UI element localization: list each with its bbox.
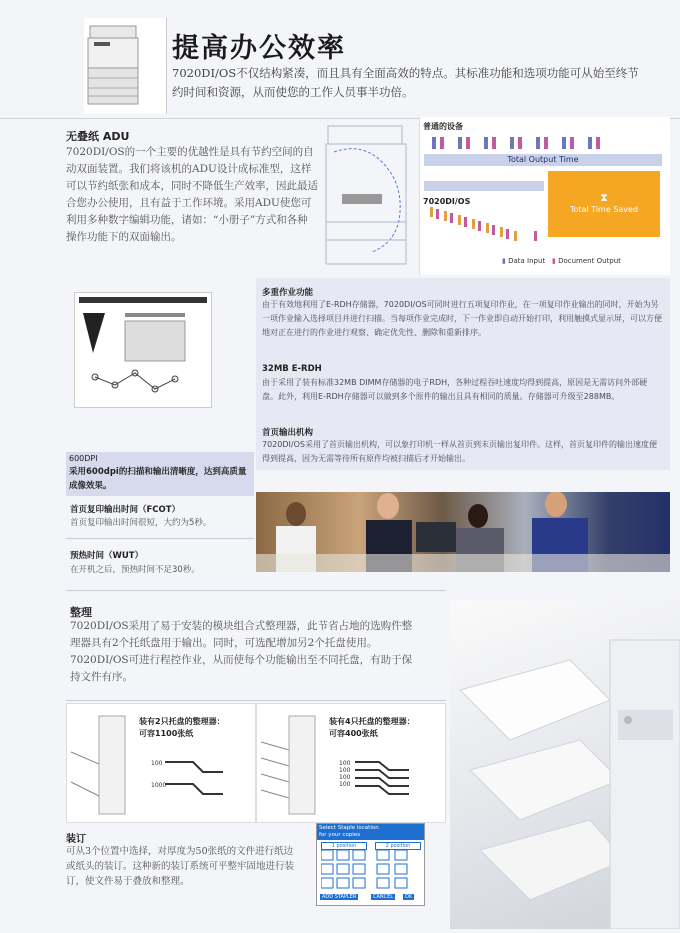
model-icons bbox=[424, 205, 544, 245]
tray2-title: 装有2只托盘的整理器： bbox=[139, 717, 225, 726]
meeting-photo bbox=[256, 492, 670, 572]
page-title: 提高办公效率 bbox=[172, 33, 346, 64]
multi-heading: 多重作业功能 bbox=[262, 288, 314, 298]
tray4-stack bbox=[353, 758, 423, 798]
lcd-line1: Select Staple location bbox=[319, 825, 379, 831]
finisher-machine-image bbox=[450, 600, 680, 929]
legend-output: ▮ Document Output bbox=[552, 257, 621, 265]
lcd-cancel-button[interactable]: CANCEL bbox=[373, 894, 394, 900]
features-panel bbox=[256, 278, 670, 470]
adu-body: 7020DI/OS的一个主要的优越性是具有节约空间的自动双面装置。我们将该机的ADU设计成标准型，这样可以节约纸张和成本，同时不降低生产效率，因此最适合您办公使用，且有益于工作环境。采用ADU使您可利用多种数字编辑功能，诸如：“小册子”方式和各种操作功能下的双面输出。 bbox=[66, 146, 318, 243]
lcd-add-stapler-button[interactable]: ADD STAPLER bbox=[322, 894, 357, 900]
fcot-heading: 首页复印输出时间（FCOT） bbox=[70, 505, 181, 515]
divider bbox=[66, 590, 446, 591]
tray2-capacity: 可容1100张纸 bbox=[139, 729, 194, 738]
dpi-box bbox=[66, 452, 254, 496]
dpi-body: 采用600dpi的扫描和输出清晰度，达到高质量成像效果。 bbox=[69, 467, 247, 491]
tray4-capacity: 可容400张纸 bbox=[329, 729, 378, 738]
time-saved-label: Total Time Saved bbox=[569, 205, 639, 214]
tray4-n2: 100 bbox=[339, 767, 351, 774]
hourglass-icon: ⧗ bbox=[600, 191, 608, 204]
staple-heading: 装订 bbox=[66, 834, 86, 845]
divider bbox=[66, 700, 446, 701]
lcd-line2: for your copies bbox=[319, 832, 361, 838]
time-chart bbox=[419, 117, 670, 275]
first-heading: 首页输出机构 bbox=[262, 428, 314, 438]
chart-label-model: 7020DI/OS bbox=[423, 197, 471, 206]
multi-body: 由于有效地利用了E-RDH存储器，7020DI/OS可同时进行五项复印作业，在一项复印作业输出的同时，开始为另一项作业输入选择项目并进行扫描。当每项作业完成时，下一作业即自动开始打印，利用触摸式显示屏，可以方便地对正在进行的作业进行观察、确定优先性、删除和重新排序。 bbox=[262, 300, 662, 337]
finisher-heading: 整理 bbox=[70, 606, 92, 619]
staple-option-icons[interactable] bbox=[321, 850, 421, 890]
tray2-n1: 100 bbox=[151, 760, 163, 767]
tray4-title: 装有4只托盘的整理器： bbox=[329, 717, 415, 726]
tray4-n3: 100 bbox=[339, 774, 351, 781]
dpi-heading: 600DPI bbox=[69, 454, 98, 463]
legend-input: ▮ Data Input bbox=[502, 257, 546, 265]
copier-image bbox=[84, 18, 167, 114]
staple-body: 可从3个位置中选择，对厚度为50张纸的文件进行纸边或纸头的装订。这种新的装订系统可平整牢固地进行装订，使文件易于叠放和整理。 bbox=[66, 846, 295, 887]
tray4-diagram bbox=[256, 703, 446, 823]
lcd-col1[interactable]: 1 position bbox=[321, 842, 367, 850]
intro-text: 7020DI/OS不仅结构紧凑，而且具有全面高效的特点。其标准功能和选项功能可从始至终节约时间和资源，从而使您的工作人员事半功倍。 bbox=[172, 66, 639, 99]
tray4-n4: 100 bbox=[339, 781, 351, 788]
adu-diagram bbox=[322, 122, 414, 268]
staple-lcd-screen bbox=[316, 823, 425, 906]
erdh-heading: 32MB E-RDH bbox=[262, 364, 322, 374]
lcd-col2[interactable]: 2 position bbox=[375, 842, 421, 850]
tray2-machine-icon bbox=[69, 712, 129, 818]
sample-print-image bbox=[74, 292, 212, 408]
chart-label-normal: 普通的设备 bbox=[423, 122, 463, 131]
lcd-ok-button[interactable]: OK bbox=[405, 894, 413, 900]
erdh-body: 由于采用了装有标准32MB DIMM存储器的电子RDH，各种过程吞吐速度均得到提高，原因是无需访问外部硬盘。此外，利用E-RDH存储器可以做到多个原件的输出且具有相同的质量。存储器可升级至288MB。 bbox=[262, 378, 648, 401]
first-body: 7020DI/OS采用了首页输出机构，可以象打印机一样从首页到末页输出复印件。这样，首页复印件的输出速度便得到提高，因为无需等待所有原件均被扫描后才开始输出。 bbox=[262, 440, 657, 463]
tray4-machine-icon bbox=[259, 712, 319, 818]
tray2-n2: 1000 bbox=[151, 782, 167, 789]
model-output-bar bbox=[424, 181, 544, 191]
wut-heading: 预热时间（WUT） bbox=[70, 551, 144, 561]
adu-heading: 无叠纸 ADU bbox=[66, 130, 130, 143]
tray2-diagram bbox=[66, 703, 256, 823]
time-saved-box bbox=[548, 171, 660, 237]
finisher-body: 7020DI/OS采用了易于安装的模块组合式整理器，此节省占地的选购件整理器具有2个托纸盘用于输出。同时，可选配增加另2个托盘使用。7020DI/OS可进行程控作业，从而使每个功能输出至不同托盘，有助于保持文件有序。 bbox=[70, 620, 413, 683]
tray2-stack bbox=[163, 754, 233, 804]
divider bbox=[66, 538, 254, 539]
normal-icons bbox=[428, 133, 608, 151]
fcot-body: 首页复印输出时间很短，大约为5秒。 bbox=[70, 518, 212, 528]
legend-output-label: Document Output bbox=[558, 257, 621, 265]
tray4-n1: 100 bbox=[339, 760, 351, 767]
wut-body: 在开机之后，预热时间不足30秒。 bbox=[70, 565, 200, 575]
total-output-bar: Total Output Time bbox=[424, 154, 662, 166]
legend-input-label: Data Input bbox=[508, 257, 546, 265]
